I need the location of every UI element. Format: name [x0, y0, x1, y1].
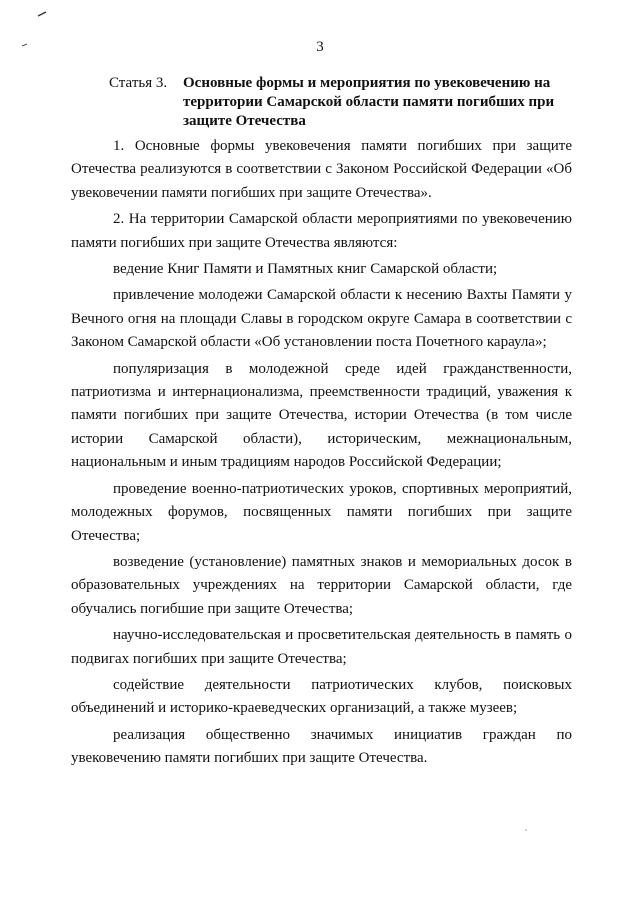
list-item-lessons: проведение военно-патриотических уроков, спортивных мероприятий, молодежных форумов, посвященных памяти погибших при защите Отечества;	[71, 480, 572, 544]
article-label: Статья 3.	[109, 75, 168, 91]
list-item-memorials: возведение (установление) памятных знаков и мемориальных досок в образовательных учреждениях на территории Самарской области, где обучались погибшие при защите Отечества;	[71, 553, 572, 617]
list-item-clubs: содействие деятельности патриотических клубов, поисковых объединений и историко-краеведческих организаций, а также музеев;	[71, 676, 572, 717]
page-number: 3	[316, 39, 324, 55]
list-item-book-of-memory: ведение Книг Памяти и Памятных книг Самарской области;	[113, 261, 498, 278]
article-body	[71, 135, 572, 774]
article-title: Основные формы и мероприятия по увековечению на территории Самарской области памяти погибших при защите Отечества	[183, 75, 555, 129]
list-item-memory-watch: привлечение молодежи Самарской области к несению Вахты Памяти у Вечного огня на площади Славы в городском округе Самара в соответствии с Законом Самарской области «Об установлении поста Почетного караула»;	[71, 287, 572, 351]
list-item-research: научно-исследовательская и просветительская деятельность в память о подвигах погибших при защите Отечества;	[71, 627, 572, 667]
list-item-initiatives: реализация общественно значимых инициатив граждан по увековечению памяти погибших при защите Отечества.	[71, 726, 572, 767]
list-item-popularization: популяризация в молодежной среде идей гражданственности, патриотизма и интернационализма, преемственности традиций, уважения к памяти погибших при защите Отечества, истории Отечества (в том числе истории Самарской области), историческим, межнациональным, национальным и иным традициям народов Российской Федерации;	[71, 360, 572, 471]
paragraph-1: 1. Основные формы увековечения памяти погибших при защите Отечества реализуются в соответствии с Законом Российской Федерации «Об увековечении памяти погибших при защите Отечества».	[71, 138, 572, 201]
paragraph-2: 2. На территории Самарской области мероприятиями по увековечению памяти погибших при защите Отечества являются:	[71, 211, 572, 251]
